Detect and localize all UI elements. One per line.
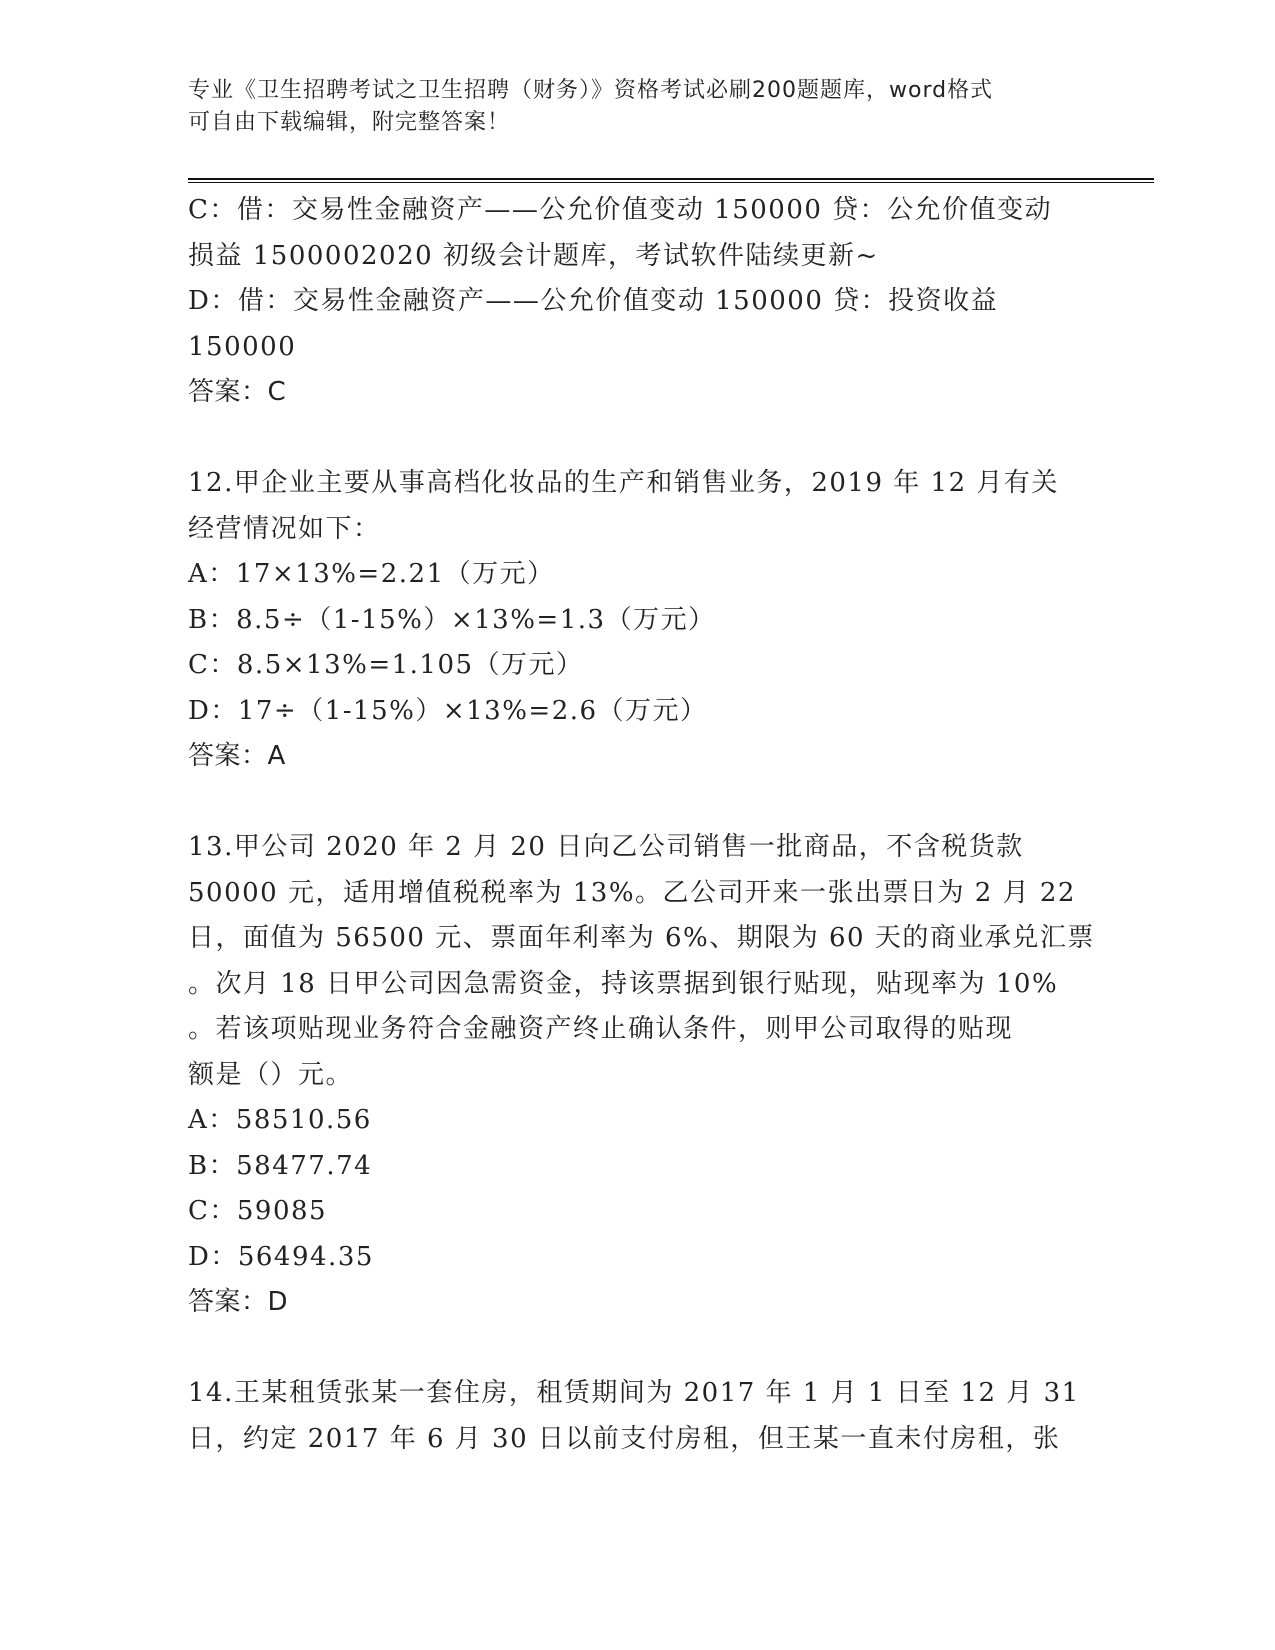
spacer [188,1326,1108,1372]
question-stem-continued: 日，面值为 56500 元、票面年利率为 6%、期限为 60 天的商业承兑汇票 [188,923,1095,953]
question-13 [188,825,1108,1326]
option-d: D：借：交易性金融资产——公允价值变动 150000 贷：投资收益 [188,286,999,316]
option-c: C：8.5×13%=1.105（万元） [188,650,584,680]
option-c: C：借：交易性金融资产——公允价值变动 150000 贷：公允价值变动 [188,195,1053,225]
question-stem-continued: 50000 元，适用增值税税率为 13%。乙公司开来一张出票日为 2 月 22 [188,877,1076,908]
question-11 [188,188,1108,416]
option-b: B：8.5÷（1-15%）×13%=1.3（万元） [188,604,716,635]
question-stem-continued: 日，约定 2017 年 6 月 30 日以前支付房租，但王某一直未付房租，张 [188,1423,1061,1454]
question-stem: 12.甲企业主要从事高档化妆品的生产和销售业务，2019 年 12 月有关 [188,468,1059,498]
option-d-continued: 150000 [188,331,297,362]
option-a: A：17×13%=2.21（万元） [188,559,555,589]
option-a: A：58510.56 [188,1105,372,1135]
option-b: B：58477.74 [188,1150,373,1181]
question-stem: 14.王某租赁张某一套住房，租赁期间为 2017 年 1 月 1 日至 12 月 31 [188,1378,1080,1408]
header-divider-thin [188,182,1154,183]
question-stem-continued: 。若该项贴现业务符合金融资产终止确认条件，则甲公司取得的贴现 [188,1014,1014,1044]
spacer [188,416,1108,462]
question-stem-continued: 额是（）元。 [188,1059,354,1090]
answer: 答案：C [188,377,287,407]
question-14 [188,1371,1108,1462]
question-stem-continued: 。次月 18 日甲公司因急需资金，持该票据到银行贴现，贴现率为 10% [188,968,1059,999]
answer: 答案：D [188,1287,289,1317]
header-title-line-1: 专业《卫生招聘考试之卫生招聘（财务）》资格考试必刷200题题库，word格式 [188,78,994,103]
question-stem: 13.甲公司 2020 年 2 月 20 日向乙公司销售一批商品，不含税货款 [188,832,1024,862]
option-d: D：56494.35 [188,1241,374,1272]
option-c-continued: 损益 1500002020 初级会计题库，考试软件陆续更新~ [188,240,879,271]
question-12 [188,461,1108,780]
answer: 答案：A [188,741,286,771]
question-content [188,188,1108,1462]
spacer [188,780,1108,826]
question-stem-continued: 经营情况如下： [188,513,381,544]
option-c: C：59085 [188,1196,328,1226]
option-d: D：17÷（1-15%）×13%=2.6（万元） [188,695,708,726]
header-title-line-2: 可自由下载编辑，附完整答案！ [188,110,511,135]
header-divider-thick [188,178,1154,180]
document-header [188,75,1088,139]
